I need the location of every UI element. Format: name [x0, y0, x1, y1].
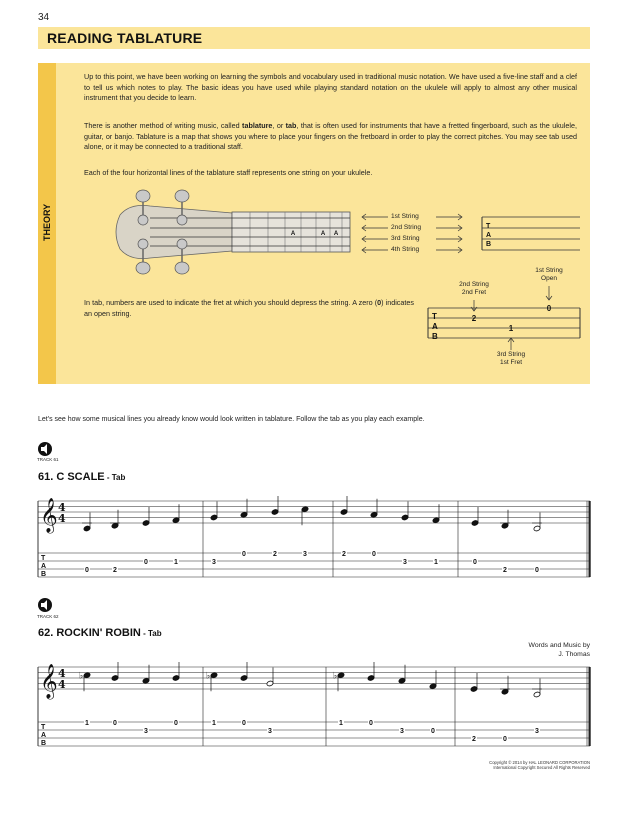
- annotation-text: 2nd String: [459, 281, 489, 288]
- tab-number: 0: [144, 559, 148, 566]
- tab-number: 0: [473, 559, 477, 566]
- track-label: TRACK 62: [37, 614, 59, 619]
- tab-number: 1: [339, 720, 343, 727]
- term-tablature: tablature: [242, 121, 273, 130]
- tab-number: 0: [242, 551, 246, 558]
- tab-letter: A: [486, 232, 492, 239]
- tab-letter: B: [41, 571, 47, 578]
- paragraph-3: Each of the four horizontal lines of the tablature staff represents one string on your ukulele.: [84, 168, 373, 177]
- tab-number: 1: [434, 559, 438, 566]
- annotation-text: 2nd Fret: [461, 289, 487, 296]
- annotation-text: 1st Fret: [499, 359, 523, 366]
- annotation-text: 1st String: [535, 267, 563, 274]
- tab-letter: T: [486, 223, 491, 230]
- flat-sign: ♭: [79, 671, 84, 682]
- tab-number: 1: [85, 720, 89, 727]
- copyright-line: Copyright © 2014 by HAL LEONARD CORPORATION: [489, 760, 590, 765]
- term-zero: 0: [377, 298, 382, 307]
- treble-clef-icon: 𝄞: [40, 498, 58, 533]
- final-bar-line: [589, 667, 591, 746]
- track-label: TRACK 61: [37, 457, 59, 462]
- time-signature: 4: [58, 678, 66, 691]
- tab-letter: B: [432, 332, 438, 341]
- credit-line: J. Thomas: [558, 650, 590, 658]
- ukulele-illustration: [116, 190, 350, 274]
- tab-number: 0: [372, 551, 376, 558]
- tab-number: 3: [400, 728, 404, 735]
- treble-clef-icon: 𝄞: [40, 664, 58, 699]
- tab-number: 3: [212, 559, 216, 566]
- tab-number: 3: [268, 728, 272, 735]
- paragraph-2-text: , that is often used for instruments that have a fretted fingerboard, such as the ukulele, guitar, or banjo. Tablature is a map that shows you where to place your fingers on the fretboard in order to play the correct pitches. You may see tab used alone, or it may be connected to a traditional staff.: [84, 121, 577, 152]
- tab-number: 1: [212, 720, 216, 727]
- string-label-2: 2nd String: [391, 224, 422, 231]
- tab-letter: A: [432, 322, 438, 331]
- time-signature: 4: [58, 667, 66, 680]
- tab-number: 2: [472, 736, 476, 743]
- string-label-4: 4th String: [391, 246, 420, 253]
- tab-letter: A: [41, 732, 47, 739]
- tab-letter: A: [41, 563, 47, 570]
- annotation-text: 3rd String: [496, 351, 526, 358]
- fret-marker: A: [333, 231, 339, 237]
- flat-sign: ♭: [333, 671, 338, 682]
- tab-letter: T: [41, 724, 46, 731]
- song-title-text: 62. ROCKIN' ROBIN: [38, 627, 141, 639]
- tab-number: 2: [113, 567, 117, 574]
- theory-label: THEORY: [42, 203, 52, 241]
- tab-number: 2: [273, 551, 277, 558]
- paragraph-2-text: There is another method of writing music, called: [84, 121, 243, 130]
- tab-number: 0: [503, 736, 507, 743]
- tab-number: 3: [535, 728, 539, 735]
- tab-number: 3: [144, 728, 148, 735]
- copyright-line: International Copyright Secured All Rights Reserved: [493, 765, 590, 770]
- song-subtitle: - Tab: [104, 473, 126, 482]
- time-signature: 4: [58, 512, 66, 525]
- tab-letter: T: [41, 555, 46, 562]
- time-signature: 4: [58, 501, 66, 514]
- tab-letter: B: [486, 241, 492, 248]
- tab-letter: T: [432, 312, 437, 321]
- tab-staff-example: [428, 308, 580, 338]
- tab-number: 3: [303, 551, 307, 558]
- fret-marker: A: [290, 231, 296, 237]
- tab-number: 0: [85, 567, 89, 574]
- tab-number: 2: [471, 314, 477, 323]
- page-number: 34: [38, 12, 50, 23]
- tab-number: 0: [535, 567, 539, 574]
- tab-staff-small: [482, 217, 580, 250]
- song-subtitle: - Tab: [140, 629, 162, 638]
- string-label-1: 1st String: [391, 213, 419, 220]
- final-bar-line: [589, 501, 591, 577]
- tab-letter: B: [41, 740, 47, 747]
- speaker-icon[interactable]: [38, 442, 52, 456]
- credit-line: Words and Music by: [528, 642, 590, 649]
- tab-number: 1: [174, 559, 178, 566]
- tab-number: 0: [242, 720, 246, 727]
- paragraph-4-text: In tab, numbers are used to indicate the fret at which you should depress the string. A zero (: [84, 298, 378, 307]
- tab-number: 3: [403, 559, 407, 566]
- speaker-icon[interactable]: [38, 598, 52, 612]
- term-tab: tab: [285, 121, 297, 130]
- paragraph-1: Up to this point, we have been working on learning the symbols and vocabulary used in traditional music notation. We have used a five-line staff and a clef to tell us which notes to play. The basic ideas you have used while playing standard notation on the ukulele will apply to almost any other musical instrument that you decide to learn.: [84, 72, 577, 103]
- tab-number: 0: [369, 720, 373, 727]
- string-arrows: [362, 214, 462, 253]
- tab-number: 0: [174, 720, 178, 727]
- tab-number: 0: [546, 304, 552, 313]
- tab-number: 0: [431, 728, 435, 735]
- tab-number: 2: [342, 551, 346, 558]
- fret-marker: A: [320, 231, 326, 237]
- section-title: READING TABLATURE: [47, 30, 203, 46]
- annotation-text: Open: [541, 275, 557, 282]
- tab-number: 0: [113, 720, 117, 727]
- song-title-text: 61. C SCALE: [38, 471, 105, 483]
- intro-text: Let's see how some musical lines you already know would look written in tablature. Follow the tab as you play each example.: [38, 416, 425, 423]
- tab-number: 1: [508, 324, 514, 333]
- string-label-3: 3rd String: [391, 235, 420, 242]
- paragraph-4-text: ) indicates an open string.: [84, 298, 414, 318]
- paragraph-2-text: , or: [272, 121, 286, 130]
- tab-number: 2: [503, 567, 507, 574]
- flat-sign: ♭: [206, 671, 211, 682]
